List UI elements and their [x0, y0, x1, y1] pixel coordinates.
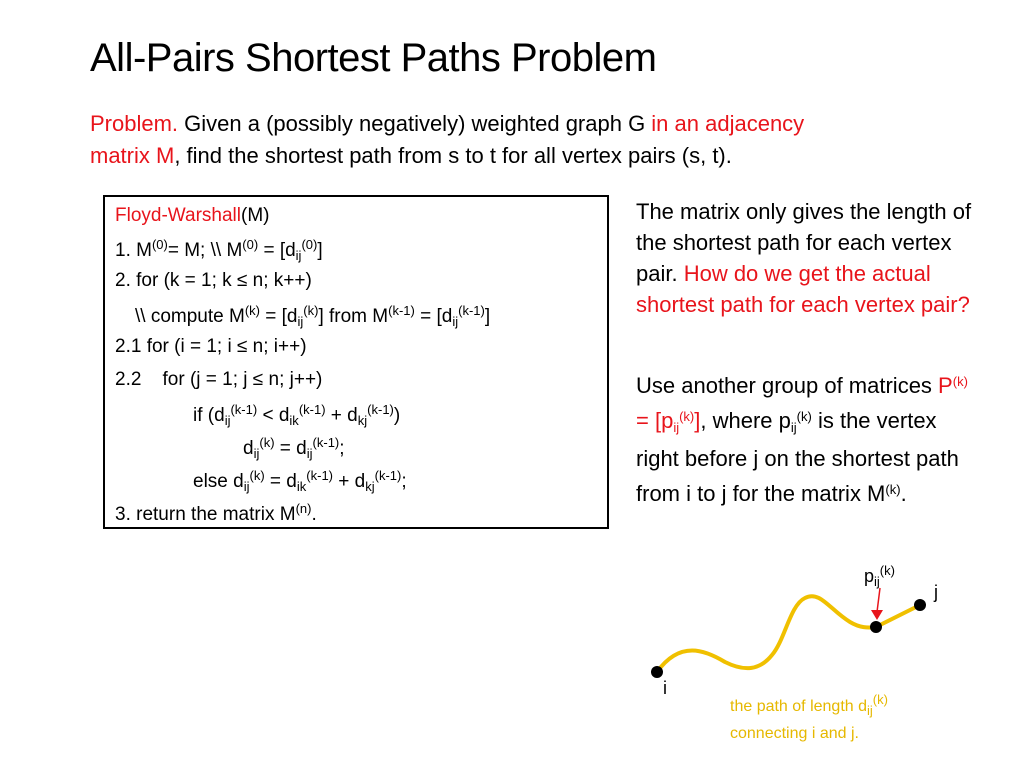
last-edge: [876, 605, 920, 627]
algo-line-4: 2.1 for (i = 1; i ≤ n; i++): [115, 336, 307, 357]
label-i: i: [663, 678, 667, 698]
pointer-arrow-head: [871, 610, 883, 620]
algo-arg: (M): [241, 205, 270, 226]
algo-name: Floyd-Warshall: [115, 205, 241, 226]
problem-label: Problem.: [90, 111, 179, 136]
side-note-2: Use another group of matrices $P^{(k)} = [p_{ij}^{(k)}]$, where $p_{ij}^{(k)}$ is the vertex right before j on the shortest path from i to j for the matrix $M^{(k)}$.: [636, 373, 968, 506]
vertex-i: [651, 666, 663, 678]
algo-line-6: if $(d_{ij}^{(k-1)} < d_{ik}^{(k-1)} + d_{kj}^{(k-1)})$: [193, 402, 401, 428]
vertex-p: [870, 621, 882, 633]
label-p: $p_{ij}^{(k)}$: [864, 563, 895, 589]
path-caption: the path of length $d_{ij}^{(k)}$ connecting i and j.: [730, 692, 888, 742]
side-note-1-text: The matrix only gives the length of the shortest path for each vertex pair.: [636, 199, 972, 286]
algo-line-1: 1. $M^{(0)}= M$; \\ $M^{(0)} = [d_{ij}^{(0)}]$: [115, 237, 323, 263]
problem-text-1: Given a (possibly negatively) weighted graph G: [178, 111, 652, 136]
side-note-1-question: How do we get the actual shortest path for each vertex pair?: [636, 261, 970, 317]
problem-text-2: , find the shortest path from s to t for all vertex pairs (s, t).: [174, 143, 732, 168]
algo-line-2: 2. for (k = 1; k ≤ n; k++): [115, 270, 312, 291]
algo-line-3: \\ compute $M^{(k)} = [d_{ij}^{(k)}]$ from $M^{(k-1)} = [d_{ij}^{(k-1)}]$: [135, 303, 491, 329]
slide-title: All-Pairs Shortest Paths Problem: [90, 36, 657, 80]
problem-red-2: matrix M: [90, 143, 175, 168]
vertex-j: [914, 599, 926, 611]
algo-line-7: $d_{ij}^{(k)} = d_{ij}^{(k-1)}$;: [243, 435, 345, 461]
algo-line-5: 2.2 for (j = 1; j ≤ n; j++): [115, 369, 323, 390]
label-j: j: [934, 582, 938, 602]
algo-line-9: 3. return the matrix $M^{(n)}$.: [115, 501, 317, 525]
shortest-path-curve: [657, 596, 876, 672]
problem-red-1: in an adjacency: [651, 111, 805, 136]
algo-line-8: else $d_{ij}^{(k)} = d_{ik}^{(k-1)} + d_{kj}^{(k-1)}$;: [193, 468, 407, 494]
pointer-arrow: [877, 588, 880, 612]
